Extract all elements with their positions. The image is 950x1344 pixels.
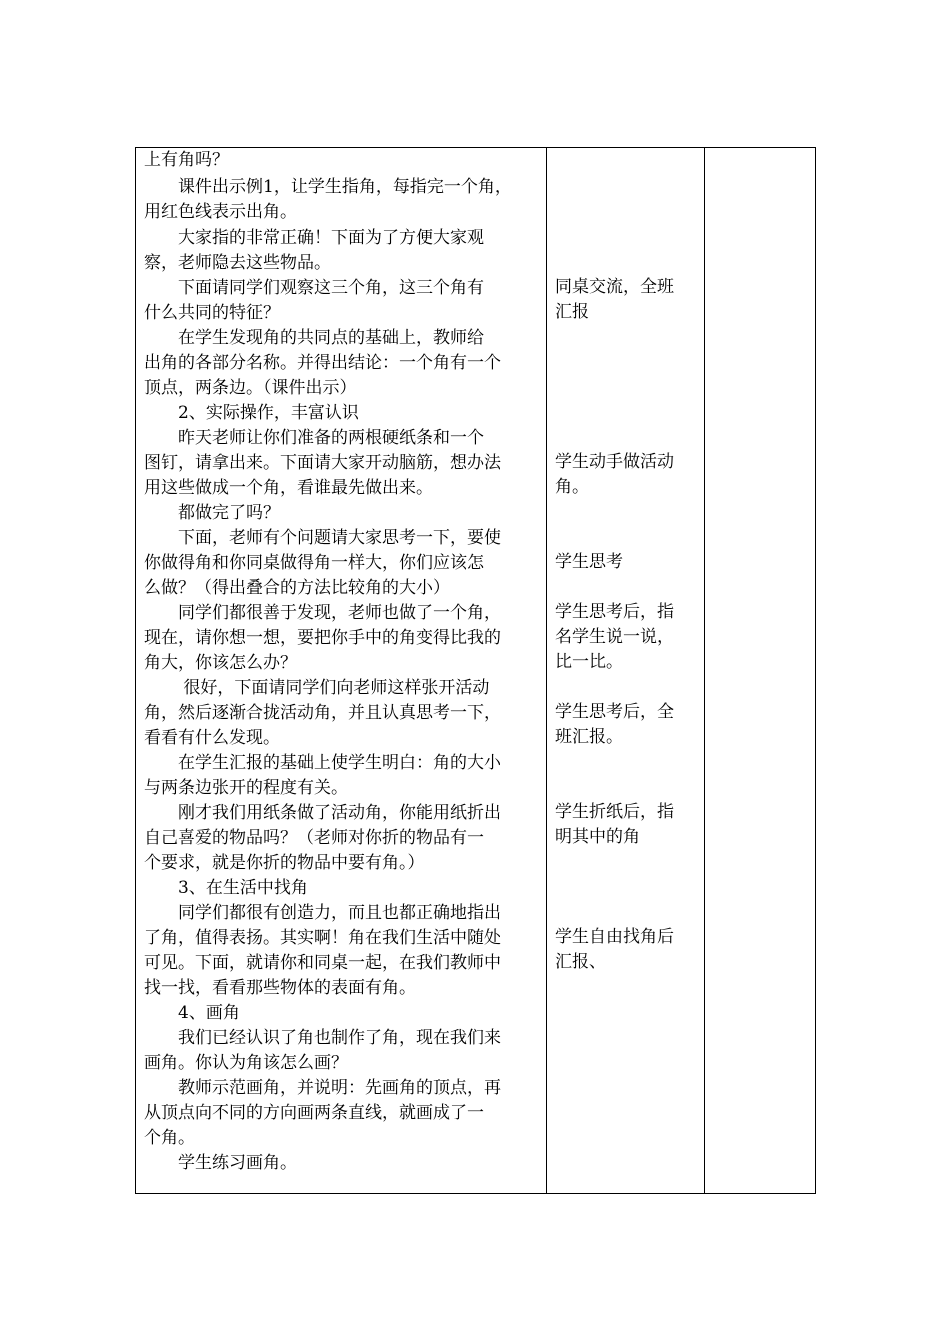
text-line: 个角。 bbox=[144, 1128, 195, 1148]
text-line: 了角，值得表扬。其实啊！角在我们生活中随处 bbox=[144, 928, 501, 948]
text-line: 找一找，看看那些物体的表面有角。 bbox=[144, 978, 416, 998]
text-line: 么做？（得出叠合的方法比较角的大小） bbox=[144, 578, 450, 598]
text-line: 课件出示例1，让学生指角，每指完一个角， bbox=[144, 177, 512, 197]
student-activity-line: 角。 bbox=[555, 477, 589, 497]
text-line: 角，然后逐渐合拢活动角，并且认真思考一下， bbox=[144, 703, 501, 723]
text-line: 角大，你该怎么办？ bbox=[144, 653, 297, 673]
student-activity-line: 汇报、 bbox=[555, 952, 606, 972]
student-activity-line: 明其中的角 bbox=[555, 827, 640, 847]
student-activity-column bbox=[546, 148, 705, 1193]
text-line: 察，老师隐去这些物品。 bbox=[144, 253, 331, 273]
student-activity-line: 学生思考后，全 bbox=[555, 702, 674, 722]
text-line: 你做得角和你同桌做得角一样大，你们应该怎 bbox=[144, 553, 484, 573]
student-activity-line: 同桌交流，全班 bbox=[555, 277, 674, 297]
section-heading: 2、实际操作，丰富认识 bbox=[144, 403, 359, 423]
text-line: 上有角吗？ bbox=[144, 150, 229, 170]
text-line: 顶点，两条边。（课件出示） bbox=[144, 378, 357, 398]
student-activity-line: 学生自由找角后 bbox=[555, 927, 674, 947]
section-heading: 4、画角 bbox=[144, 1003, 240, 1023]
text-line: 在学生发现角的共同点的基础上，教师给 bbox=[144, 328, 484, 348]
student-activity-line: 学生折纸后，指 bbox=[555, 802, 674, 822]
text-line: 看看有什么发现。 bbox=[144, 728, 280, 748]
student-activity-line: 汇报 bbox=[555, 302, 589, 322]
lesson-plan-table bbox=[135, 147, 816, 1194]
text-line: 现在，请你想一想，要把你手中的角变得比我的 bbox=[144, 628, 501, 648]
text-line: 可见。下面，就请你和同桌一起，在我们教师中 bbox=[144, 953, 501, 973]
text-line: 同学们都很有创造力，而且也都正确地指出 bbox=[144, 903, 501, 923]
text-line: 自己喜爱的物品吗？（老师对你折的物品有一 bbox=[144, 828, 484, 848]
notes-column bbox=[704, 148, 815, 1193]
text-line: 在学生汇报的基础上使学生明白：角的大小 bbox=[144, 753, 501, 773]
teaching-process-column bbox=[136, 148, 547, 1193]
text-line: 昨天老师让你们准备的两根硬纸条和一个 bbox=[144, 428, 484, 448]
student-activity-line: 名学生说一说， bbox=[555, 627, 674, 647]
text-line: 个要求，就是你折的物品中要有角。） bbox=[144, 853, 425, 873]
text-line: 我们已经认识了角也制作了角，现在我们来 bbox=[144, 1028, 501, 1048]
text-line: 画角。你认为角该怎么画？ bbox=[144, 1053, 348, 1073]
text-line: 什么共同的特征？ bbox=[144, 303, 280, 323]
text-line: 大家指的非常正确！下面为了方便大家观 bbox=[144, 228, 484, 248]
text-line: 用红色线表示出角。 bbox=[144, 202, 297, 222]
student-activity-line: 班汇报。 bbox=[555, 727, 623, 747]
student-activity-line: 学生思考 bbox=[555, 552, 623, 572]
text-line: 与两条边张开的程度有关。 bbox=[144, 778, 348, 798]
student-activity-line: 学生动手做活动 bbox=[555, 452, 674, 472]
text-line: 下面，老师有个问题请大家思考一下，要使 bbox=[144, 528, 501, 548]
student-activity-line: 比一比。 bbox=[555, 652, 623, 672]
text-line: 教师示范画角，并说明：先画角的顶点，再 bbox=[144, 1078, 501, 1098]
text-line: 出角的各部分名称。并得出结论：一个角有一个 bbox=[144, 353, 501, 373]
text-line: 刚才我们用纸条做了活动角，你能用纸折出 bbox=[144, 803, 501, 823]
text-line: 都做完了吗？ bbox=[144, 503, 280, 523]
text-line: 很好，下面请同学们向老师这样张开活动 bbox=[144, 678, 490, 698]
text-line: 同学们都很善于发现，老师也做了一个角， bbox=[144, 603, 501, 623]
text-line: 从顶点向不同的方向画两条直线，就画成了一 bbox=[144, 1103, 484, 1123]
text-line: 用这些做成一个角，看谁最先做出来。 bbox=[144, 478, 433, 498]
text-line: 学生练习画角。 bbox=[144, 1153, 297, 1173]
student-activity-line: 学生思考后，指 bbox=[555, 602, 674, 622]
text-line: 下面请同学们观察这三个角，这三个角有 bbox=[144, 278, 484, 298]
section-heading: 3、在生活中找角 bbox=[144, 878, 308, 898]
text-line: 图钉，请拿出来。下面请大家开动脑筋，想办法 bbox=[144, 453, 501, 473]
